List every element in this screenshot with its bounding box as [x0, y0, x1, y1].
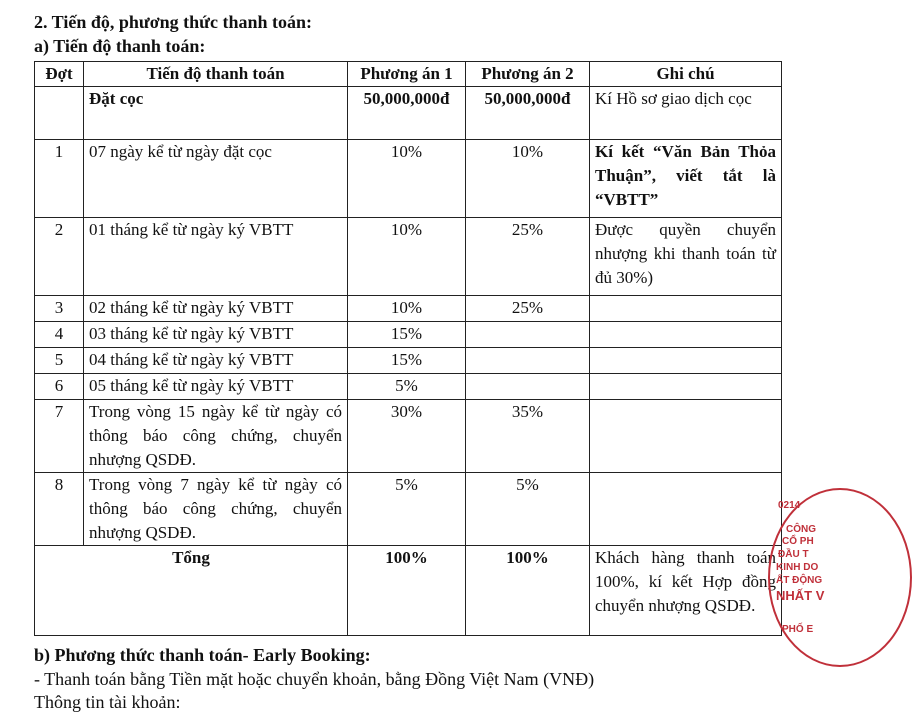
cell-dot: 4	[35, 322, 84, 348]
cell-phuong-an-2	[466, 348, 590, 374]
cell-ghi-chu	[590, 400, 782, 473]
cell-phuong-an-2	[466, 322, 590, 348]
cell-phuong-an-1: 10%	[348, 140, 466, 218]
cell-tien-do: Trong vòng 7 ngày kể từ ngày có thông báo công chứng, chuyển nhượng QSDĐ.	[84, 473, 348, 546]
cell-tien-do: Trong vòng 15 ngày kể từ ngày có thông báo công chứng, chuyển nhượng QSDĐ.	[84, 400, 348, 473]
cell-phuong-an-1: 10%	[348, 296, 466, 322]
cell-ghi-chu	[590, 473, 782, 546]
cell-tien-do: 07 ngày kể từ ngày đặt cọc	[84, 140, 348, 218]
cell-ghi-chu	[590, 374, 782, 400]
cell-phuong-an-1: 15%	[348, 322, 466, 348]
account-info-label: Thông tin tài khoản:	[34, 692, 181, 712]
cell-tien-do: 03 tháng kể từ ngày ký VBTT	[84, 322, 348, 348]
section-heading: 2. Tiến độ, phương thức thanh toán:	[34, 12, 312, 32]
payment-method-text: - Thanh toán bằng Tiền mặt hoặc chuyển khoản, bằng Đồng Việt Nam (VNĐ)	[34, 669, 595, 689]
table-row	[35, 348, 782, 374]
payment-schedule-table	[34, 61, 782, 636]
cell-tien-do: 05 tháng kể từ ngày ký VBTT	[84, 374, 348, 400]
cell-dot: 3	[35, 296, 84, 322]
table-row	[35, 140, 782, 218]
cell-dot: 8	[35, 473, 84, 546]
total-phuong-an-1: 100%	[348, 546, 466, 636]
cell-phuong-an-2: 10%	[466, 140, 590, 218]
cell-tien-do: 02 tháng kể từ ngày ký VBTT	[84, 296, 348, 322]
cell-dot: 7	[35, 400, 84, 473]
cell-dot: 5	[35, 348, 84, 374]
cell-ghi-chu: Kí kết “Văn Bản Thỏa Thuận”, viết tắt là “VBTT”	[590, 140, 782, 218]
cell-tien-do: 01 tháng kể từ ngày ký VBTT	[84, 218, 348, 296]
table-row	[35, 374, 782, 400]
total-row	[35, 546, 782, 636]
cell-dot: 6	[35, 374, 84, 400]
cell-dot	[35, 87, 84, 140]
table-row	[35, 87, 782, 140]
table-row	[35, 322, 782, 348]
table-header-row	[35, 62, 782, 87]
header-dot: Đợt	[35, 62, 84, 87]
header-ghi-chu: Ghi chú	[590, 62, 782, 87]
table-row	[35, 218, 782, 296]
header-phuong-an-2: Phương án 2	[466, 62, 590, 87]
cell-ghi-chu	[590, 296, 782, 322]
cell-phuong-an-1: 10%	[348, 218, 466, 296]
cell-ghi-chu: Được quyền chuyển nhượng khi thanh toán từ đủ 30%)	[590, 218, 782, 296]
cell-tien-do: 04 tháng kể từ ngày ký VBTT	[84, 348, 348, 374]
cell-ghi-chu	[590, 322, 782, 348]
cell-dot: 2	[35, 218, 84, 296]
table-row	[35, 473, 782, 546]
cell-phuong-an-2: 25%	[466, 296, 590, 322]
cell-phuong-an-2: 5%	[466, 473, 590, 546]
cell-phuong-an-2	[466, 374, 590, 400]
cell-ghi-chu	[590, 348, 782, 374]
total-phuong-an-2: 100%	[466, 546, 590, 636]
cell-phuong-an-2: 50,000,000đ	[466, 87, 590, 140]
subsection-b-title: b) Phương thức thanh toán- Early Booking:	[34, 645, 371, 665]
table-row	[35, 296, 782, 322]
company-stamp: 0214 CÔNG CỔ PH ĐẦU T KINH DO ẤT ĐỘNG NHẤT V PHỐ E	[768, 488, 912, 667]
cell-dot: 1	[35, 140, 84, 218]
total-label: Tổng	[35, 546, 348, 636]
cell-phuong-an-1: 15%	[348, 348, 466, 374]
cell-phuong-an-2: 25%	[466, 218, 590, 296]
cell-ghi-chu: Kí Hồ sơ giao dịch cọc	[590, 87, 782, 140]
cell-phuong-an-2: 35%	[466, 400, 590, 473]
cell-tien-do: Đặt cọc	[84, 87, 348, 140]
header-tien-do: Tiến độ thanh toán	[84, 62, 348, 87]
cell-phuong-an-1: 5%	[348, 473, 466, 546]
table-row	[35, 400, 782, 473]
subsection-a-title: a) Tiến độ thanh toán:	[34, 36, 206, 56]
cell-phuong-an-1: 50,000,000đ	[348, 87, 466, 140]
header-phuong-an-1: Phương án 1	[348, 62, 466, 87]
cell-phuong-an-1: 30%	[348, 400, 466, 473]
cell-phuong-an-1: 5%	[348, 374, 466, 400]
total-ghi-chu: Khách hàng thanh toán 100%, kí kết Hợp đồng chuyển nhượng QSDĐ.	[590, 546, 782, 636]
